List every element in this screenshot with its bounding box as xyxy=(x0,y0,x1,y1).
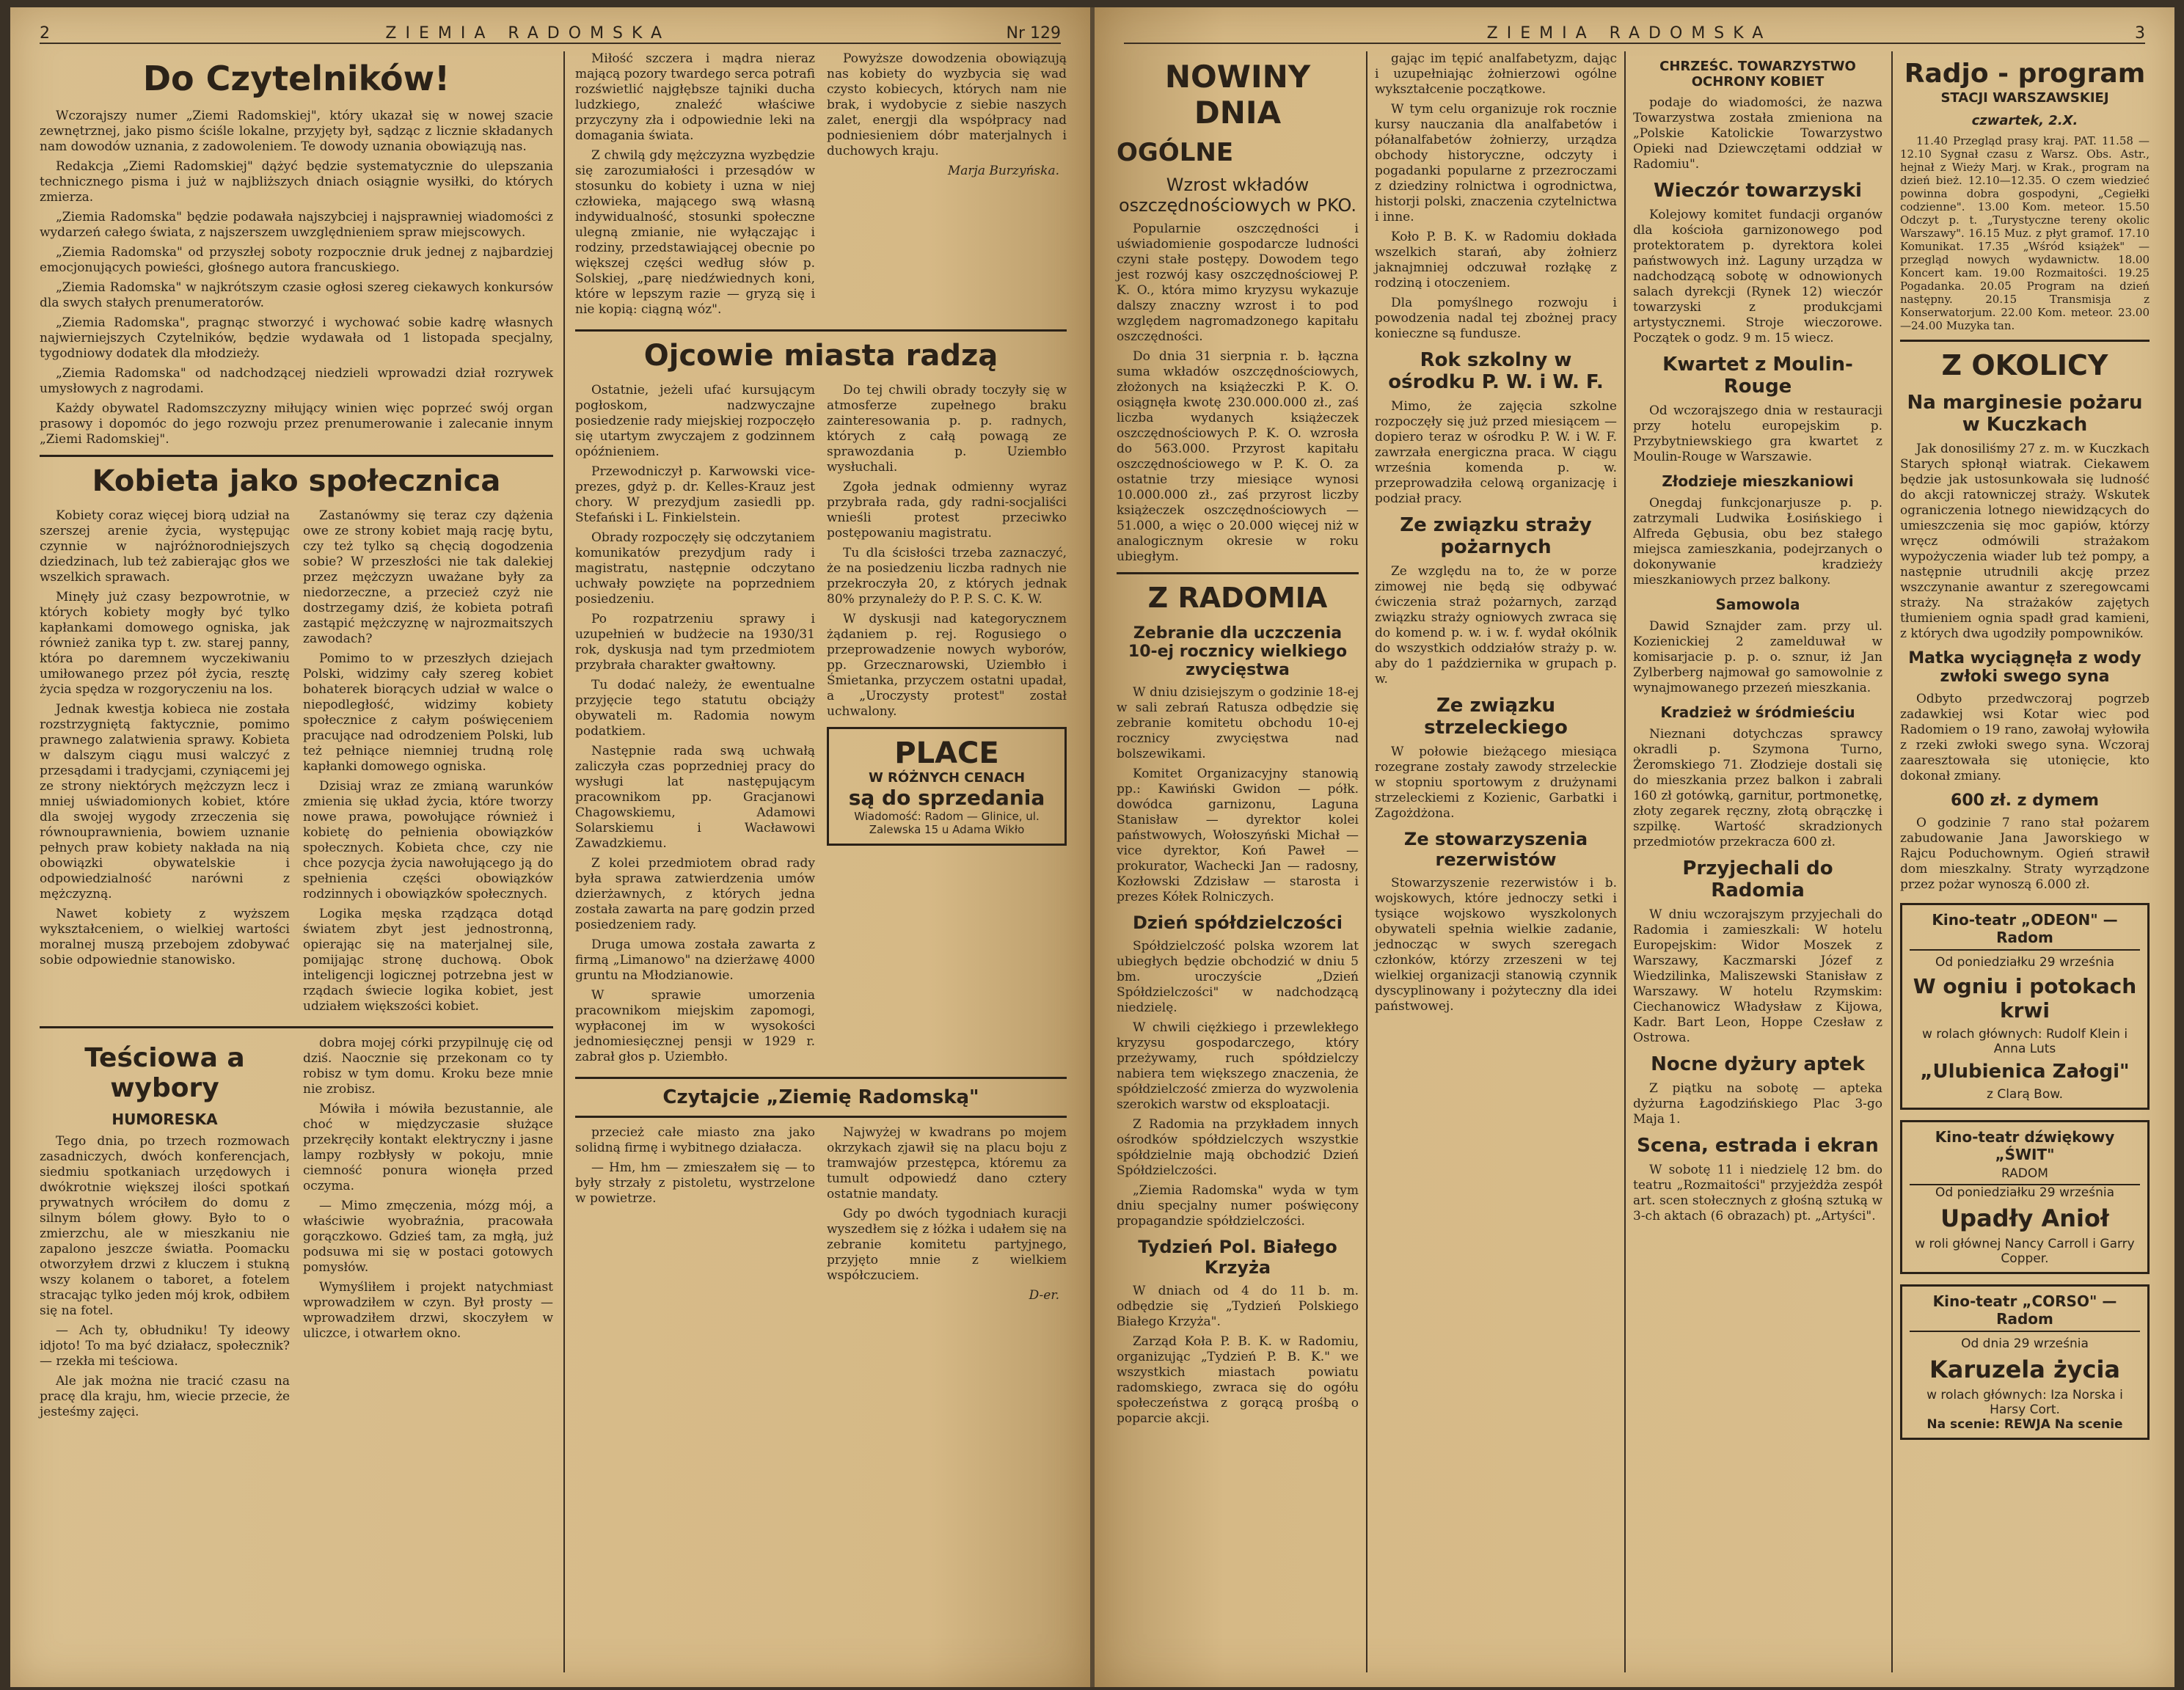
right-page xyxy=(1095,7,2174,1687)
kino-odeon-roles2: z Clarą Bow. xyxy=(1987,1087,2063,1102)
ojcowie-para: W dyskusji nad kategorycznem żądaniem p. rej. Rogusiego o przeprowadzenie nowych wyborów, pp. Grzecznarowski, Uziembło i Śmietanka, przyczem ostatni upadał, a „Uroczysty protest" został uchwalony. xyxy=(827,612,1067,719)
kino-odeon-date: Od poniedziałku 29 września xyxy=(1935,955,2114,970)
kino-corso-date: Od dnia 29 września xyxy=(1961,1336,2089,1351)
milosc-para: Miłość szczera i mądra nieraz mającą pozory twardego serca potrafi rozświetlić najgłębsze tajniki ducha ludzkiego, znaleźć właściwe przyczyny zła i odpowiednie leki na domagania świata. xyxy=(575,51,815,143)
zebranie-para: Komitet Organizacyjny stanowią pp.: Kawiński Gwidon — półk. dowódca garnizonu, Laguna Stanisław — dyrektor kolei państwowych, Wołoszyński Michał — vice dyrektor, Koń Paweł — prokurator, Wachecki Jan — radosny, Kozłowski Zdzisław — starosta i prezes Kółek Rolniczych. xyxy=(1117,767,1359,904)
nowiny-subtitle: OGÓLNE xyxy=(1117,138,1234,167)
matka-title: Matka wyciągnęła z wody zwłoki swego syna xyxy=(1908,649,2141,686)
tesciowa-cont-para: przecież całe miasto zna jako solidną firmę i wybitnego działacza. xyxy=(575,1125,815,1155)
czytelnikow-para: „Ziemia Radomska" w najkrótszym czasie ogłosi szereg ciekawych konkursów dla swych stałych prenumeratorów. xyxy=(40,280,553,310)
czytelnikow-para: Każdy obywatel Radomszczyzny miłujący winien więc poprzeć swój organ prasowy i dopomóc do jego rozwoju przez prenumerowanie i zalecanie innym „Ziemi Radomskiej". xyxy=(40,401,553,447)
tesciowa-subtitle: HUMORESKA xyxy=(112,1111,218,1128)
kradziez-title: Kradzież w śródmieściu xyxy=(1660,703,1855,721)
place-advert xyxy=(827,727,1067,846)
rezerwisci-para: Stowarzyszenie rezerwistów i b. wojskowych, które jednoczy setki i tysiące wojskowo wyszkolonych obywateli spełnia wielkie zadanie, jednocząc w swych szeregach członków, którzy zrzeszeni w tej wielkiej organizacji stanowią czynnik dyscyplinowany i pożyteczny dla idei państwowej. xyxy=(1375,876,1617,1014)
strzelecki-para: W połowie bieżącego miesiąca rozegrane zostały zawody strzeleckie w stopniu sportowym z drużynami strzeleckiemi z Kozienic, Garbatki i Zagożdżona. xyxy=(1375,745,1617,821)
kobieta-title: Kobieta jako społecznica xyxy=(92,464,501,498)
ojcowie-para: Do tej chwili obrady toczyły się w atmosferze zupełnego braku zainteresowania p. p. radnych, których z całą powagą ze sprawozdania p. Uziembło wysłuchali. xyxy=(827,383,1067,475)
divider xyxy=(1117,572,1359,574)
dzien-para: Z Radomia na przykładem innych ośrodków spółdzielczych wszystkie spółdzielnie mają obchodzić Dzień Spółdzielczości. xyxy=(1117,1117,1359,1178)
tesciowa-title: Teściowa a wybory xyxy=(84,1043,245,1103)
kwartet-title: Kwartet z Moulin-Rouge xyxy=(1662,354,1853,398)
z-radomia-title: Z RADOMIA xyxy=(1147,582,1328,614)
right-col-2 xyxy=(1375,51,1617,1019)
zlodzieje-title: Złodzieje mieszkaniowi xyxy=(1662,472,1854,490)
zebranie-title: Zebranie dla uczczenia 10-ej rocznicy wielkiego zwycięstwa xyxy=(1128,624,1348,679)
czytelnikow-para: „Ziemia Radomska", pragnąc stworzyć i wychować sobie kadrę własnych najwierniejszych Czytelników, będzie wydawała od 1 listopada specjalny, tygodniowy dodatek dla młodzieży. xyxy=(40,315,553,361)
kobieta-para: Kobiety coraz więcej biorą udział na szerszej arenie życia, występując czynnie w najróżnorodniejszych dziedzinach, lub też zabierając głos we wszelkich sprawach. xyxy=(40,508,290,585)
right-col-1 xyxy=(1117,51,1359,1431)
zlodzieje-para: Onegdaj funkcjonarjusze p. p. zatrzymali Ludwika Łosińskiego i Alfreda Gębusia, obu bez stałego miejsca zamieszkania, podejrzanych o dokonywanie kradzieży mieszkaniowych przez balkony. xyxy=(1633,496,1882,588)
matka-para: Odbyto przedwczoraj pogrzeb zadawkiej wsi Kotar wiec pod Radomiem o 19 rano, zawołaj wyłowiła z rzeki zwłoki swego syna. Wczoraj zaaresztowała się utonięcie, kto dokonał zmiany. xyxy=(1900,692,2150,783)
kino-odeon-head: Kino-teatr „ODEON" — Radom xyxy=(1910,911,2140,951)
divider xyxy=(575,1116,1067,1118)
place-title: PLACE xyxy=(894,736,999,770)
kobieta-para: Jednak kwestja kobieca nie została rozstrzygniętą faktycznie, pomimo prawnego zalatwienia sprawy. Kobieta w dalszym ciągu musi walczyć z przesądami i tradycjami, czyniącemi jej ze strony niektórych mężczyzn lecz i mniej uświadomionych kobiet, które dla swojej wygody zrzeczenia się równouprawnienia, bowiem uznanie pełnych praw kobiety nakłada na nią obowiązki obywatelskie i odpowiedzialność narówni z mężczyzną. xyxy=(40,702,290,901)
tydzien-para: W dniach od 4 do 11 b. m. odbędzie się „Tydzień Polskiego Białego Krzyża". xyxy=(1117,1284,1359,1329)
ojcowie-para: Tu dla ścisłości trzeba zaznaczyć, że na posiedzeniu liczba radnych nie przekroczyła 20, z których jednak 80% przynależy do P. P. S. C. K. W. xyxy=(827,546,1067,607)
kobieta-para: Dzisiaj wraz ze zmianą warunków zmienia się układ życia, które tworzy nowe prawa, powołujące również i kobietę do pełnienia obowiązków społecznych. Kobieta chce, czy nie chce pozycja życia nawołującego ją do spełnienia części obowiązków rodzinnych i obowiązków społecznych. xyxy=(303,779,553,901)
dymem-para: O godzinie 7 rano stał pożarem zabudowanie Jana Jaworskiego w Rajcu Poduchownym. Ogień strawił dom mieszkalny. Straty wyrządzone przez pożar wynoszą 6.000 zł. xyxy=(1900,816,2150,892)
ojcowie-para: Przewodniczył p. Karwowski vice-prezes, gdyż p. dr. Kelles-Krauz jest chory. W prezydjum zasiedli pp. Stefański i L. Finkielstein. xyxy=(575,464,815,525)
tesciowa-cont-para: — Hm, hm — zmieszałem się — to były strzały z pistoletu, wystrzelone w powietrze. xyxy=(575,1160,815,1206)
tydzien-para: Zarząd Koła P. B. K. w Radomiu, organizując „Tydzień P. B. K." we wszystkich miastach powiatu radomskiego, zwraca się do ogółu społeczeństwa z gorącą prośbą o poparcie akcji. xyxy=(1117,1334,1359,1426)
divider xyxy=(40,455,553,457)
kino-swit-head: Kino-teatr dźwiękowy „ŚWIT" xyxy=(1935,1128,2115,1163)
dzien-title: Dzień spółdzielczości xyxy=(1133,912,1343,933)
przyjechali-para: W dniu wczorajszym przyjechali do Radomia i zamieszkali: W hotelu Europejskim: Widor Moszek z Warszawy, Kaczmarski Józef z Wiedzilinka, Maliszewski Stanisław z Warszawy. W hotelu Rzymskim: Ciechanowicz Władysław z Kijowa, Kadr. Bart Leon, Hoppe Czesław z Ostrowa. xyxy=(1633,907,1882,1045)
czytajcie-banner: Czytajcie „Ziemię Radomską" xyxy=(662,1086,979,1108)
radjo-title: Radjo - program xyxy=(1904,59,2146,89)
ojcowie-para: Druga umowa została zawarta z firmą „Limanowo" na dzierżawę 4000 gruntu na Młodzianowie. xyxy=(575,937,815,983)
kobieta-para: Pomimo to w przeszłych dziejach Polski, widzimy cały szereg kobiet bohaterek biorących udział w walce o niepodległość, widzimy kobiety społecznice z całym poświęceniem pracujące nad odrodzeniem Polski, lub też pełniące niemniej trudną rolę kapłanki domowego ogniska. xyxy=(303,651,553,774)
tydzien-title: Tydzień Pol. Białego Krzyża xyxy=(1138,1237,1337,1278)
ojcowie-title: Ojcowie miasta radzą xyxy=(643,339,998,373)
radjo-day: czwartek, 2.X. xyxy=(1971,113,2078,128)
tesciowa-cont-para: Najwyżej w kwadrans po mojem okrzykach zjawił się na placu boju z tramwajów przestępca, któremu za tumult odpowiedź dano cztery ostatnie mandaty. xyxy=(827,1125,1067,1201)
kino-corso-head: Kino-teatr „CORSO" — Radom xyxy=(1910,1292,2140,1332)
kino-swit-roles: w roli głównej Nancy Carroll i Garry Copper. xyxy=(1915,1237,2135,1266)
ojcowie-para: Tu dodać należy, że ewentualne przyjęcie tego statutu obciąży obywateli m. Radomia nowym podatkiem. xyxy=(575,678,815,739)
czytelnikow-para: Redakcja „Ziemi Radomskiej" dążyć będzie systematycznie do ulepszania technicznego pisma i już w najbliższych dniach osiągnie wysiłki, do których zmierza. xyxy=(40,159,553,205)
czytelnikow-title: Do Czytelników! xyxy=(142,59,450,98)
scena-para: W sobotę 11 i niedzielę 12 bm. do teatru „Rozmaitości" przyjeżdża zespół art. scen stołecznych z głośną sztuką w 3-ch aktach (6 obrazach) pt. „Artyści". xyxy=(1633,1163,1882,1223)
kino-corso-film: Karuzela życia xyxy=(1929,1356,2120,1383)
straz-para: Ze względu na to, że w porze zimowej nie będą się odbywać ćwiczenia straż pożarnych, zarząd związku straży ogniowych zwraca się do komend p. w. i w. f. wydał okólnik do wszystkich oddziałów straży p. w. aby do 1 października w grupach p. w. xyxy=(1375,564,1617,687)
col2-para: W tym celu organizuje rok rocznie kursy nauczania dla analfabetów i półanalfabetów żołnierzy, urządza obchody historyczne, odczyty i pogadanki popularne z przezroczami z dziedziny rolnictwa i ogrodnictwa, historji polski, znaczenia czytelnictwa i inne. xyxy=(1375,102,1617,224)
left-running-head xyxy=(40,21,1061,44)
column-rule xyxy=(1624,51,1626,1672)
pozar-title: Na marginesie pożaru w Kuczkach xyxy=(1907,392,2143,436)
kino-swit-city: RADOM xyxy=(1910,1166,2140,1185)
ojcowie-para: Po rozpatrzeniu sprawy i uzupełnień w budżecie na 1930/31 rok, dyskusja nad tym przedmiotem przybrała charakter gwałtowny. xyxy=(575,612,815,673)
right-page-number: 3 xyxy=(2135,24,2145,43)
ojcowie-para: Z kolei przedmiotem obrad rady była sprawa zatwierdzenia umów dzierżawnych, z których jedna została zawarta na parę godzin przed posiedzeniem rady. xyxy=(575,856,815,932)
col2-para: gając im tępić analfabetyzm, dając i uzupełniając żołnierzowi ogólne wykształcenie początkowe. xyxy=(1375,51,1617,97)
tesciowa-para: Mówiła i mówiła bezustannie, ale choć w międzyczasie służące przekręciły kontakt elektryczny i jasne lampy rozbłysły w pokoju, mnie ciemność ponura wionęła przed oczyma. xyxy=(303,1102,553,1193)
nocne-title: Nocne dyżury aptek xyxy=(1651,1053,1865,1075)
divider xyxy=(575,1077,1067,1079)
col2-para: Koło P. B. K. w Radomiu dokłada wszelkich starań, aby żołnierz jaknajmniej odczuwał rozłąkę z rodziną i otoczeniem. xyxy=(1375,230,1617,290)
czytelnikow-article xyxy=(40,51,553,1424)
kino-corso-roles: w rolach głównych: Iza Norska i Harsy Cort. xyxy=(1926,1388,2123,1417)
column-rule xyxy=(563,51,565,1672)
col2-para: Dla pomyślnego rozwoju i powodzenia nadal tej zbożnej pracy konieczne są fundusze. xyxy=(1375,296,1617,341)
rok-title: Rok szkolny w ośrodku P. W. i W. F. xyxy=(1388,349,1604,393)
right-col-3 xyxy=(1633,51,1882,1229)
pko-para: Popularnie oszczędności i uświadomienie gospodarcze ludności czyni stałe postępy. Dowodem tego jest rozwój kasy oszczędnościowej P. K. O., która mimo kryzysu wykazuje dalszy znaczny wzrost i to pod względem nagromadzonego kapitału oszczędności. xyxy=(1117,222,1359,344)
kino-corso-ad xyxy=(1900,1284,2150,1440)
ojcowie-para: Następnie rada swą uchwałą zaliczyła czas poprzedniej pracy do wysługi lat następującym pracownikom pp. Gracjanowi Chagowskiemu, Adamowi Solarskiemu i Wacławowi Zawadzkiemu. xyxy=(575,744,815,851)
right-running-head xyxy=(1124,21,2145,44)
pozar-para: Jak donosiliśmy 27 z. m. w Kuczkach Starych spłonął wiatrak. Ciekawem będzie jak ustosunkowała się ludność do akcji ratowniczej straży. Wskutek ograniczenia lotnego niewidzących do umieszczenia się moc gapiów, którzy wręcz odmówili strażakom wypożyczenia wiader lub też pompy, a następnie utrudnili akcję przez wszczynanie awantur z szeregowcami straży. Na strażaków zajętych tłumieniem ognia spadł grad kamieni, z których dwa ugodziły pompowników. xyxy=(1900,442,2150,641)
wieczor-para: Kolejowy komitet fundacji organów dla kościoła garnizonowego pod protektoratem p. dyrektora kolei państwowych inż. Laguny urządza w nadchodzącą sobotę w odnowionych salach dyrekcji (Rynek 12) wieczór towarzyski z produkcjami artystycznemi. Stroje wieczorowe. Początek o godz. 9 m. 15 wiecz. xyxy=(1633,208,1882,345)
kwartet-para: Od wczorajszego dnia w restauracji przy hotelu europejskim p. Przybytniewskiego gra kwartet z Moulin-Rouge w Warszawie. xyxy=(1633,403,1882,464)
rok-para: Mimo, że zajęcia szkolne rozpoczęły się już przed miesiącem — dopiero teraz w ośrodku P. W. i W. F. zawrzała energiczna praca. W ciągu września komenda p. w. przeprowadziła celową organizację i podział pracy. xyxy=(1375,399,1617,506)
kino-swit-film: Upadły Anioł xyxy=(1940,1204,2109,1232)
wieczor-title: Wieczór towarzyski xyxy=(1654,180,1862,202)
divider xyxy=(40,1026,553,1028)
dzien-para: „Ziemia Radomska" wyda w tym dniu specjalny numer poświęcony propagandzie spółdzielczości. xyxy=(1117,1183,1359,1229)
czytelnikow-para: „Ziemia Radomska" od przyszłej soboty rozpocznie druk jednej z najbardziej emocjonujących powieści, głośnego autora francuskiego. xyxy=(40,245,553,275)
radjo-para: 11.40 Przegląd prasy kraj. PAT. 11.58 — 12.10 Sygnał czasu z Warsz. Obs. Astr., hejnał z Wieży Marj. w Krak., program na dzień bież. 12.10—12.35. O czem wiedzieć powinna dobra gospodyni, „Cegiełki codzienne". 13.00 Kom. meteor. 15.50 Odczyt p. t. „Turystyczne tereny okolic Warszawy". 16.15 Muz. z płyt gramof. 17.10 Komunikat. 17.35 „Wśród książek" — przegląd nowych wydawnictw. 18.00 Koncert kam. 19.00 Rozmaitości. 19.25 Pogadanka. 20.05 Program na dzień następny. 20.15 Transmisja z Konserwatorjum. 22.00 Kom. meteor. 23.00—24.00 Muzyka tan. xyxy=(1900,134,2150,332)
straz-title: Ze związku straży pożarnych xyxy=(1400,514,1592,558)
place-contact: Wiadomość: Radom — Glinice, ul. Zalewska 15 u Adama Wikło xyxy=(854,810,1040,836)
kino-swit-ad xyxy=(1900,1120,2150,1274)
rezerwisci-title: Ze stowarzyszenia rezerwistów xyxy=(1403,829,1588,870)
dymem-title: 600 zł. z dymem xyxy=(1951,791,2099,810)
left-issue-number: Nr 129 xyxy=(1006,24,1061,43)
tesciowa-para: Tego dnia, po trzech rozmowach zasadniczych, dwóch konferencjach, siedmiu spotkaniach urzędowych i dwókrotnie większej ilości spotkań prywatnych wróciłem do domu z silnym bólem głowy. Było to o zmierzchu, ale w mieszkaniu nie zapalono jeszcze światła. Poomacku otworzyłem drzwi z kluczem i stukną wszy kolanem o taboret, a fotelem stracając tylko jeden mój krok, odbiłem się na fotel. xyxy=(40,1134,290,1318)
tesciowa-para: — Mimo zmęczenia, mózg mój, a właściwie wyobraźnia, pracowała gorączkowo. Gdzieś tam, za mgłą, już podsuwa mi się w postaci gotowych pomysłów. xyxy=(303,1199,553,1275)
column-rule xyxy=(1366,51,1367,1672)
ojcowie-para: Obrady rozpoczęły się odczytaniem komunikatów prezydjum rady i magistratu, następnie odczytano uchwały powzięte na poprzedniem posiedzeniu. xyxy=(575,530,815,607)
ojcowie-para: Zgoła jednak odmienny wyraz przybrała rada, gdy radni-socjaliści wnieśli protest przeciwko postępowaniu magistratu. xyxy=(827,480,1067,541)
column-rule xyxy=(1891,51,1893,1672)
kino-odeon-film: W ogniu i potokach krwi xyxy=(1913,974,2137,1023)
tesciowa-para: Wymyśliłem i projekt natychmiast wprowadziłem w czyn. Był prosty — wprowadziłem drzwi, skoczyłem w uliczce, i otwarłem okno. xyxy=(303,1280,553,1341)
pko-para: Do dnia 31 sierpnia r. b. łączna suma wkładów oszczędnościowych, złożonych na książeczki P. K. O. osiągnęła kwotę 230.000.000 zł., zaś liczba wydanych książeczek oszczędnościowych P. K. O. wzrosła do 563.000. Przyrost kapitału oszczędnościowego w P. K. O. za ostatnie trzy miesiące wynosi 10.000.000 zł., zaś przyrost liczby książeczek oszczędnościowych — 51.000, a więc o 20.000 więcej niż w analogicznym okresie w roku ubiegłym. xyxy=(1117,349,1359,564)
kobieta-para: Minęły już czasy bezpowrotnie, w których kobiety mogły być tylko kapłankami domowego ogniska, jak również zanika typ t. zw. starej panny, która po daremnem wyczekiwaniu umiłowanego przez pół życia, resztę życia spędza w rozgoryczeniu na los. xyxy=(40,590,290,697)
tesciowa-signature: D-er. xyxy=(1029,1288,1059,1303)
ojcowie-para: Ostatnie, jeżeli ufać kursującym pogłoskom, nadzwyczajne posiedzenie rady miejskiej rozpoczęło się utartym zwyczajem z godzinnem opóźnieniem. xyxy=(575,383,815,459)
kradziez-para: Nieznani dotychczas sprawcy okradli p. Szymona Turno, Żeromskiego 71. Złodzieje dostali się do mieszkania przez balkon i zabrali 160 zł gotówką, garnitur, portmonetkę, złoty zegarek ręczny, złotą obrączkę i szpilkę. Wartość skradzionych przedmiotów przekracza 600 zł. xyxy=(1633,727,1882,849)
pko-title: Wzrost wkładów oszczędnościowych w PKO. xyxy=(1118,175,1357,216)
tesciowa-para: dobra mojej córki przypilnuję cię od dziś. Naocznie się przekonam co ty robisz w tym domu. Kroku beze mnie nie zrobisz. xyxy=(303,1036,553,1097)
tesciowa-cont-para: Gdy po dwóch tygodniach kuracji wyszedłem się z łóżka i udałem się na zebranie komitetu partyjnego, przyjęto mnie z wielkiem współczuciem. xyxy=(827,1207,1067,1283)
kino-swit-date: Od poniedziałku 29 września xyxy=(1935,1185,2114,1200)
z-okolicy-title: Z OKOLICY xyxy=(1941,349,2108,381)
tesciowa-para: Ale jak można nie tracić czasu na pracę dla kraju, hm, wiecie przecie, że jesteśmy zajęci. xyxy=(40,1374,290,1419)
ojcowie-para: W sprawie umorzenia pracownikom miejskim zapomogi, wypłaconej im w wysokości jednomiesięcznej pensji w 1929 r. zabrał głos p. Uziembło. xyxy=(575,988,815,1064)
right-masthead: ZIEMIA RADOMSKA xyxy=(1486,24,1772,43)
kino-corso-foot: Na scenie: REWJA Na scenie xyxy=(1926,1417,2123,1432)
left-page-number: 2 xyxy=(40,24,50,43)
kobieta-para: Logika męska rządząca dotąd światem zbyt jest jednostronną, opierając się na materjalnej sile, pomijając stronę duchową. Obok inteligencji logicznej potrzebna jest w rządach świecie logika kobiet, jest udziałem większości kobiet. xyxy=(303,907,553,1014)
zebranie-para: W dniu dzisiejszym o godzinie 18-ej w sali zebrań Ratusza odbędzie się zebranie komitetu obchodu 10-ej rocznicy zwycięstwa nad bolszewikami. xyxy=(1117,685,1359,761)
radjo-subtitle: STACJI WARSZAWSKIEJ xyxy=(1940,90,2109,106)
zhrzesc-para: podaje do wiadomości, że nazwa Towarzystwa została zmieniona na „Polskie Katolickie Towarzystwo Opieki nad Dziewczętami oddział w Radomiu". xyxy=(1633,95,1882,172)
left-page xyxy=(10,7,1090,1687)
czytelnikow-para: „Ziemia Radomska" od nadchodzącej niedzieli wprowadzi dział rozrywek umysłowych z nagrodami. xyxy=(40,366,553,396)
divider xyxy=(1900,340,2150,342)
czytelnikow-para: Wczorajszy numer „Ziemi Radomskiej", który ukazał się w nowej szacie zewnętrznej, jako pismo ściśle lokalne, przyjęty był, sądząc z licznie składanych nam dowodów uznania, z zadowoleniem. Te dowody uznania obowiązują nas. xyxy=(40,109,553,154)
samowola-title: Samowola xyxy=(1715,596,1800,613)
kobieta-para: Nawet kobiety z wyższem wykształceniem, o wielkiej wartości moralnej muszą przebojem zdobywać sobie odpowiednie stanowisko. xyxy=(40,907,290,967)
kino-odeon-roles: w rolach głównych: Rudolf Klein i Anna Luts xyxy=(1921,1027,2128,1056)
samowola-para: Dawid Sznajder zam. przy ul. Kozienickiej 2 zamelduwał w komisarjacie p. p. o. sznur, iż Jan Zylberberg najmował go samowolnie z wynajmowanego przezeń mieszkania. xyxy=(1633,619,1882,695)
milosc-signature: Marja Burzyńska. xyxy=(947,164,1059,178)
zhrzesc-title: CHRZEŚC. TOWARZYSTWO OCHRONY KOBIET xyxy=(1659,59,1856,89)
kino-odeon-ad xyxy=(1900,903,2150,1110)
left-masthead: ZIEMIA RADOMSKA xyxy=(385,24,671,43)
milosc-para: Powyższe dowodzenia obowiązują nas kobiety do wyzbycia się wad czysto kobiecych, których nam nie brak, i wydobycie z siebie naszych zalet, energji dla współpracy nad podniesieniem dóbr materjalnych i duchowych kraju. xyxy=(827,51,1067,158)
scena-title: Scena, estrada i ekran xyxy=(1637,1135,1879,1157)
czytelnikow-para: „Ziemia Radomska" będzie podawała najszybciej i najsprawniej wiadomości z wydarzeń całego świata, z najszerszem uwzględnieniem spraw miejscowych. xyxy=(40,210,553,240)
strzelecki-title: Ze związku strzeleckiego xyxy=(1424,695,1568,739)
place-sale: są do sprzedania xyxy=(848,786,1045,810)
nowiny-title: NOWINY DNIA xyxy=(1164,59,1311,131)
kino-odeon-film2: „Ulubienica Załogi" xyxy=(1920,1061,2130,1083)
kobieta-para: Zastanówmy się teraz czy dążenia owe ze strony kobiet mają rację bytu, czy też tylko są chęcią dogodzenia sobie? W przeszłości nie tak dalekiej przez mężczyzn uważane były za niedorzeczne, a przecież czyż nie dostrzegamy dziś, że kobieta potrafi zastąpić mężczyznę w najrozmaitszych zawodach? xyxy=(303,508,553,646)
tesciowa-para: — Ach ty, obłudniku! Ty ideowy idjoto! To ma być działacz, społecznik? — rzekła mi teściowa. xyxy=(40,1323,290,1369)
przyjechali-title: Przyjechali do Radomia xyxy=(1682,857,1833,901)
dzien-para: W chwili ciężkiego i przewlekłego kryzysu gospodarczego, który przeżywamy, ruch spółdzielczy nabiera tem większego znaczenia, że spółdzielczość zmierza do wyzwolenia szerokich warstw od eksploatacji. xyxy=(1117,1020,1359,1112)
dzien-para: Spółdzielczość polska wzorem lat ubiegłych będzie obchodzić w dniu 5 bm. uroczyście „Dzień Spółdzielczości" w nadchodzącą niedzielę. xyxy=(1117,939,1359,1015)
milosc-para: Z chwilą gdy mężczyzna wyzbędzie się zarozumiałości i przesądów w stosunku do kobiety i uzna w niej człowieka, mającego swą własną indywidualność, stosunki społeczne ulegną zmianie, nie wyłączając i rodziny, przedstawiającej obecnie po większej części według słów p. Solskiej, „parę niedźwiednych koni, które w lepszym razie — gryzą się i nie kopią: ciągną wóz". xyxy=(575,148,815,317)
right-col-4 xyxy=(1900,51,2150,1440)
place-subtitle: W RÓŻNYCH CENACH xyxy=(868,770,1026,786)
divider xyxy=(575,329,1067,332)
nocne-para: Z piątku na sobotę — apteka dyżurna Łagodzińskiego Plac 3-go Maja 1. xyxy=(1633,1081,1882,1127)
left-right-columns xyxy=(575,51,1067,1306)
